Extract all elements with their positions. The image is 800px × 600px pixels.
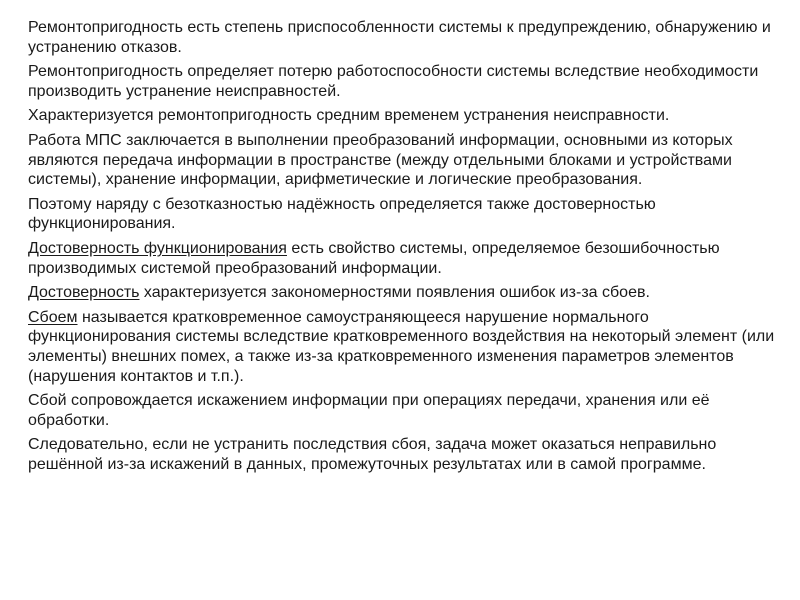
paragraph-text: Ремонтопригодность определяет потерю работоспособности системы вследствие необходимости производить устранение неисправностей. xyxy=(28,63,759,100)
paragraph-reliability-reliability xyxy=(28,195,780,234)
paragraph-text: Сбой сопровождается искажением информации при операциях передачи, хранения или её обработки. xyxy=(28,392,710,429)
paragraph-text: Поэтому наряду с безотказностью надёжность определяется также достоверностью функционирования. xyxy=(28,195,656,233)
paragraph-mps-operation xyxy=(28,131,780,190)
paragraph-text: Характеризуется ремонтопригодность средним временем устранения неисправности. xyxy=(28,107,670,125)
underlined-term: Достоверность xyxy=(28,284,140,302)
paragraph-validity-errors xyxy=(28,283,780,303)
underlined-term: Достоверность функционирования xyxy=(28,239,287,257)
paragraph-maintainability-metric xyxy=(28,106,780,126)
paragraph-text: Работа МПС заключается в выполнении преобразований информации, основными из которых являются передача информации в пространстве (между отдельными блоками и устройствами системы), хранение информации, арифметические и логические преобразования. xyxy=(28,131,733,189)
paragraph-failure-distortion xyxy=(28,391,780,430)
paragraph-text: Следовательно, если не устранить последствия сбоя, задача может оказаться неправильно решённой из-за искажений в данных, промежуточных результатах или в самой программе. xyxy=(28,436,717,473)
paragraph-functioning-validity xyxy=(28,239,780,278)
slide-text-body xyxy=(28,18,780,479)
paragraph-text: есть свойство системы, определяемое безошибочностью производимых системой преобразований информации. xyxy=(28,239,720,277)
paragraph-failure-definition xyxy=(28,308,780,386)
paragraph-text: характеризуется закономерностями появления ошибок из-за сбоев. xyxy=(139,284,650,302)
paragraph-consequence xyxy=(28,435,780,474)
paragraph-maintainability-loss xyxy=(28,62,780,101)
underlined-term: Сбоем xyxy=(28,308,78,326)
paragraph-text: Ремонтопригодность есть степень приспособленности системы к предупреждению, обнаружению и устранению отказов. xyxy=(28,19,771,56)
paragraph-maintainability-definition xyxy=(28,18,780,57)
paragraph-text: называется кратковременное самоустраняющееся нарушение нормального функционирования системы вследствие кратковременного воздействия на некоторый элемент (или элементы) внешних помех, а также из-за кратковременного изменения параметров элементов (нарушения контактов и т.п.). xyxy=(28,308,775,385)
